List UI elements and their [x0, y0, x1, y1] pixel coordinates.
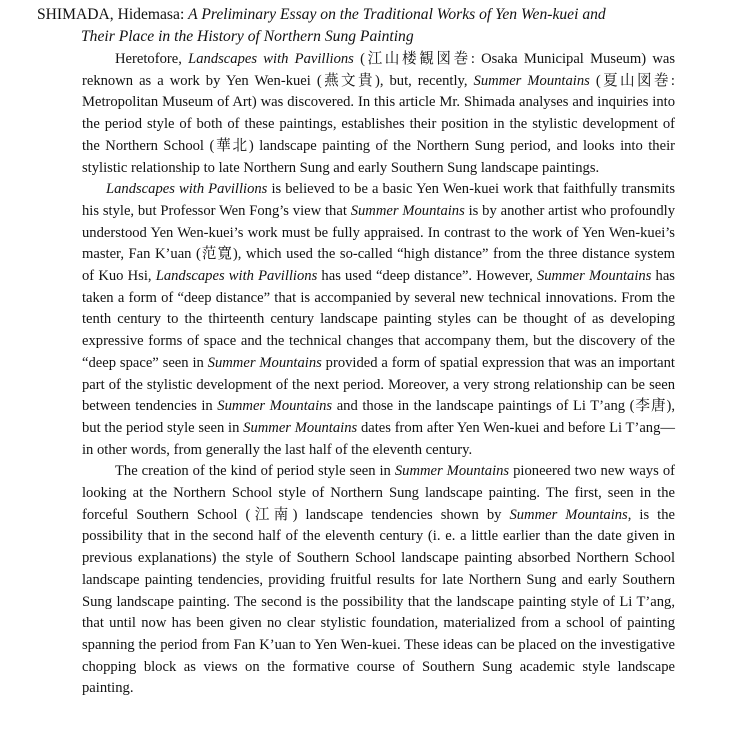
title-separator: :: [179, 6, 189, 23]
italic-title-run: Summer Mountains: [509, 506, 628, 523]
text-run: (江山楼観図巻: Osaka Municipal Museum) was reknown as a work by Yen Wen-kuei (燕文貴), but, recently,: [82, 51, 676, 89]
text-run: (夏山図巻: Metropolitan Museum of Art) was discovered. In this article Mr. Shimada analyses and inquiries into the period style of both of these paintings, establishes their position in the stylistic development of the Northern School (華北) landscape painting of the Northern Sung period, and looks into their stylistic relationship to late Northern Sung and early Southern Sung landscape paintings.: [82, 72, 675, 176]
italic-title-run: Summer Mountains: [243, 419, 358, 436]
text-run: is by another artist who profoundly understood Yen Wen-kuei’s work must be fully appraised. In contrast to the work of Yen Wen-kuei’s master, Fan K’uan (范寛), which used the so-called “high distance” from the three distance system of Kuo Hsi,: [82, 202, 675, 285]
paragraph: [82, 179, 675, 461]
paragraph: [82, 461, 675, 700]
text-run: dates from after Yen Wen-kuei and before Li T’ang—in other words, from generally the last half of the eleventh century.: [82, 419, 675, 458]
text-run: and those in the landscape paintings of Li T’ang (李唐), but the period style seen in: [82, 398, 675, 436]
text-run: Heretofore,: [115, 51, 189, 67]
italic-title-run: Summer Mountains: [536, 268, 652, 285]
text-run: has used “deep distance”. However,: [317, 268, 537, 285]
paragraph: [82, 49, 675, 179]
text-run: is believed to be a basic Yen Wen-kuei work that faithfully transmits his style, but Professor Wen Fong’s view that: [82, 181, 676, 219]
title-line-2: Their Place in the History of Northern Sung Painting: [81, 28, 414, 45]
italic-title-run: Summer Mountains: [473, 72, 590, 89]
abstract-body: [82, 49, 675, 700]
text-run: The creation of the kind of period style seen in: [115, 463, 395, 480]
italic-title-run: Landscapes with Pavillions: [106, 181, 268, 198]
italic-title-run: Landscapes with Pavillions: [188, 51, 354, 67]
italic-title-run: Summer Mountains: [217, 398, 333, 415]
text-run: pioneered two new ways of looking at the Northern School style of Northern Sung landscape painting. The first, seen in the forceful Southern School (江南) landscape tendencies shown by: [82, 463, 675, 523]
italic-title-run: Landscapes with Pavillions: [155, 268, 318, 285]
article-title: [37, 4, 727, 48]
text-run: has taken a form of “deep distance” that is accompanied by several new technical innovations. From the tenth century to the thirteenth century landscape painting styles can be thought of as developing expressive forms of space and the technical changes that accompany them, but the discovery of the “deep space” seen in: [82, 268, 675, 371]
text-run: provided a form of spatial expression that was an important part of the stylistic development of the next period. Moreover, a very strong relationship can be seen between tendencies in: [82, 354, 675, 415]
italic-title-run: Summer Mountains: [394, 463, 510, 480]
italic-title-run: Summer Mountains: [350, 202, 465, 219]
italic-title-run: Summer Mountains: [207, 354, 322, 371]
text-run: , is the possibility that in the second half of the eleventh century (i. e. a little earlier than the date given in previous explanations) the style of Southern School landscape painting absorbed Northern School landscape painting tendencies, providing fruitful results for late Northern Sung and early Southern Sung landscape painting. The second is the possibility that the landscape painting style of Li T’ang, that until now has been given no clear stylistic foundation, materialized from a school of painting spanning the period from Fan K’uan to Yen Wen-kuei. These ideas can be placed on the investigative chopping block as views on the formative course of Southern Sung academic style landscape painting.: [82, 506, 675, 697]
author-name: SHIMADA, Hidemasa: [37, 6, 180, 23]
title-line-1: A Preliminary Essay on the Traditional Works of Yen Wen-kuei and: [188, 6, 606, 23]
